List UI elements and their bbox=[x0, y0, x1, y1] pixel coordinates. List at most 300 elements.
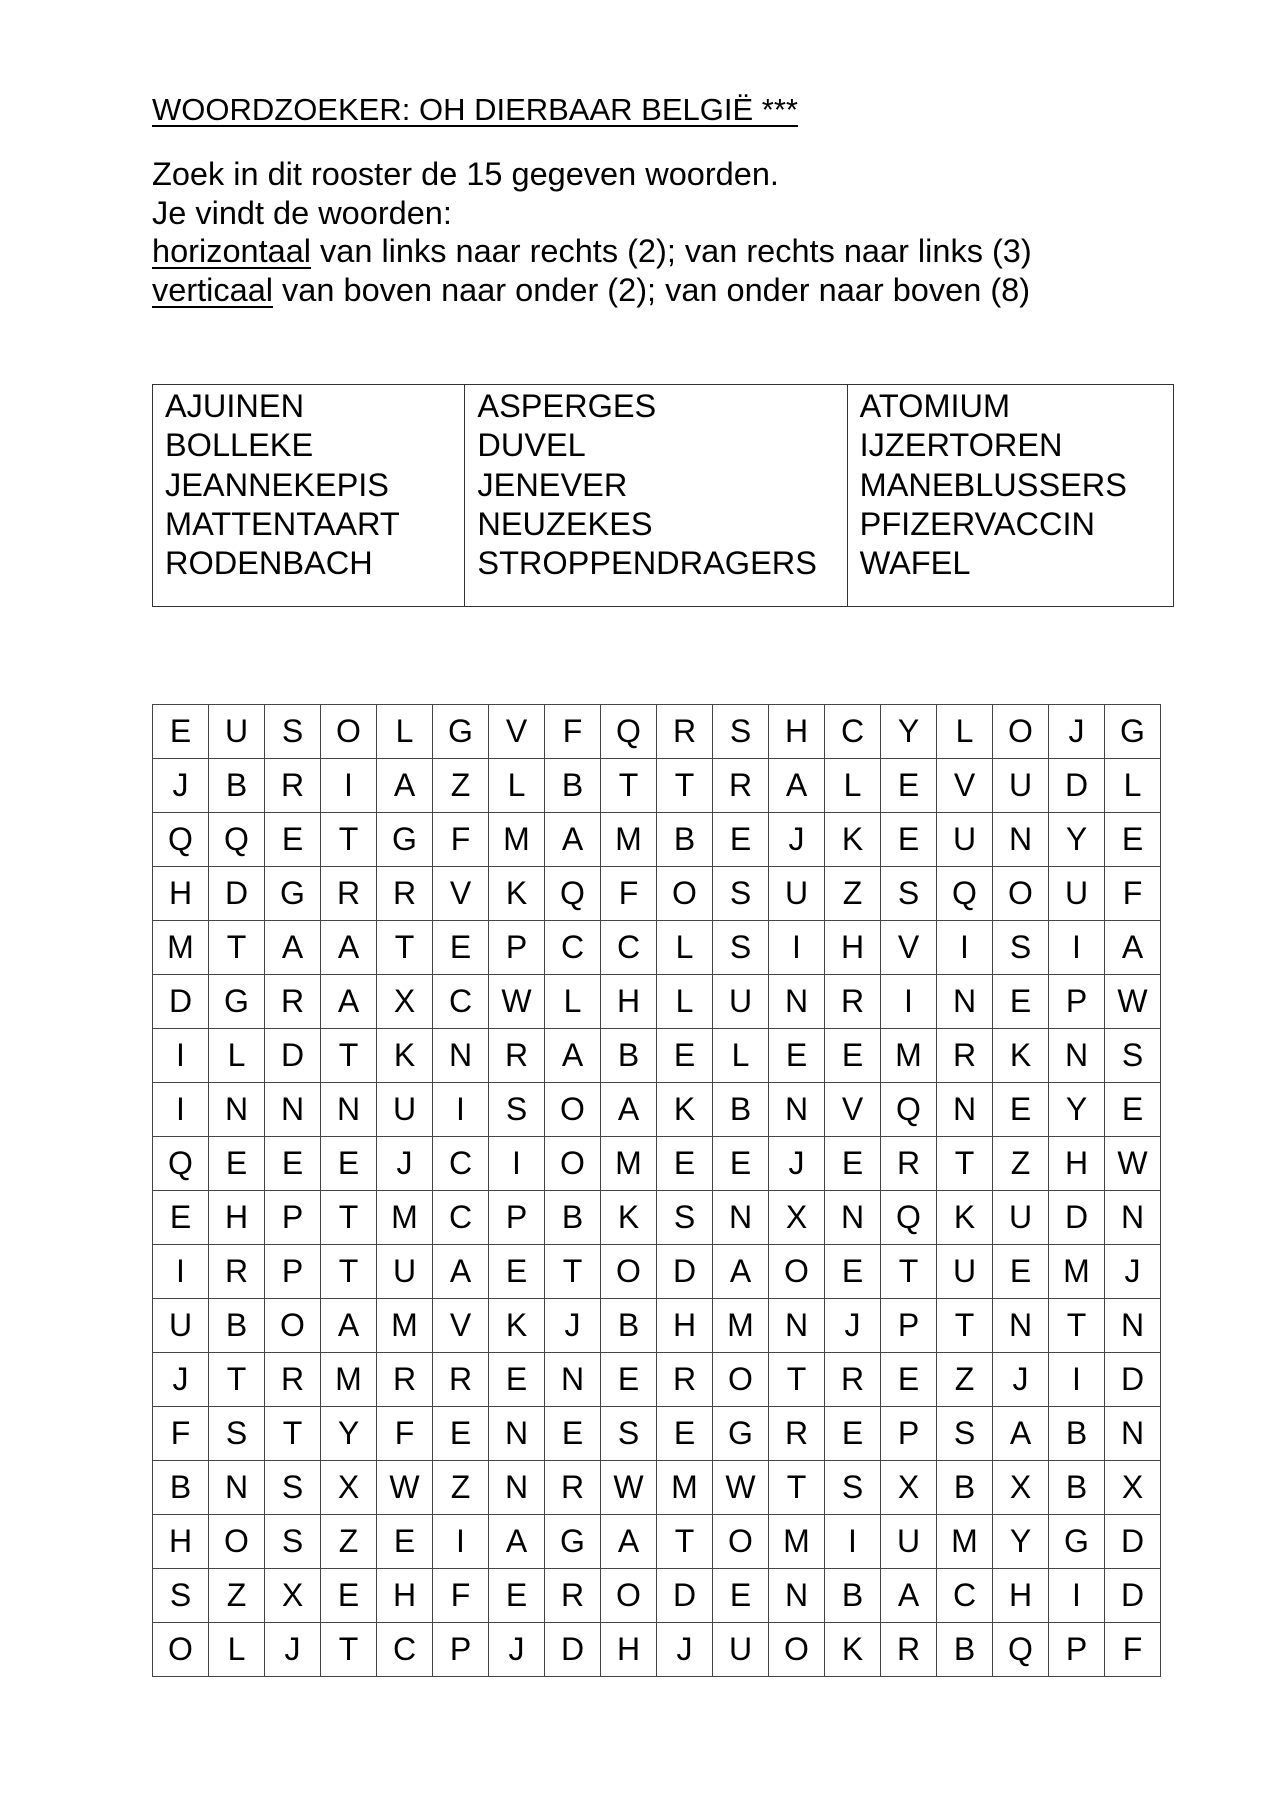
grid-cell[interactable]: B bbox=[545, 759, 601, 813]
grid-cell[interactable]: N bbox=[1105, 1299, 1161, 1353]
grid-cell[interactable]: J bbox=[489, 1623, 545, 1677]
grid-cell[interactable]: S bbox=[713, 705, 769, 759]
grid-cell[interactable]: F bbox=[545, 705, 601, 759]
grid-cell[interactable]: S bbox=[657, 1191, 713, 1245]
grid-cell[interactable]: J bbox=[657, 1623, 713, 1677]
grid-cell[interactable]: D bbox=[1105, 1569, 1161, 1623]
grid-cell[interactable]: Z bbox=[937, 1353, 993, 1407]
grid-cell[interactable]: J bbox=[769, 813, 825, 867]
grid-cell[interactable]: N bbox=[489, 1407, 545, 1461]
grid-cell[interactable]: S bbox=[713, 867, 769, 921]
grid-cell[interactable]: H bbox=[377, 1569, 433, 1623]
grid-cell[interactable]: K bbox=[937, 1191, 993, 1245]
grid-cell[interactable]: R bbox=[209, 1245, 265, 1299]
grid-cell[interactable]: T bbox=[545, 1245, 601, 1299]
grid-cell[interactable]: J bbox=[993, 1353, 1049, 1407]
grid-cell[interactable]: J bbox=[1049, 705, 1105, 759]
grid-cell[interactable]: O bbox=[209, 1515, 265, 1569]
grid-cell[interactable]: L bbox=[657, 975, 713, 1029]
grid-cell[interactable]: I bbox=[825, 1515, 881, 1569]
grid-cell[interactable]: W bbox=[489, 975, 545, 1029]
grid-cell[interactable]: R bbox=[545, 1461, 601, 1515]
grid-cell[interactable]: M bbox=[601, 813, 657, 867]
grid-cell[interactable]: V bbox=[433, 1299, 489, 1353]
grid-cell[interactable]: L bbox=[713, 1029, 769, 1083]
grid-cell[interactable]: G bbox=[1049, 1515, 1105, 1569]
grid-cell[interactable]: O bbox=[769, 1245, 825, 1299]
grid-cell[interactable]: C bbox=[433, 975, 489, 1029]
grid-cell[interactable]: E bbox=[825, 1029, 881, 1083]
grid-cell[interactable]: G bbox=[545, 1515, 601, 1569]
grid-cell[interactable]: S bbox=[265, 705, 321, 759]
grid-cell[interactable]: T bbox=[209, 921, 265, 975]
grid-cell[interactable]: O bbox=[601, 1245, 657, 1299]
grid-cell[interactable]: T bbox=[321, 813, 377, 867]
grid-cell[interactable]: R bbox=[769, 1407, 825, 1461]
grid-cell[interactable]: V bbox=[433, 867, 489, 921]
grid-cell[interactable]: M bbox=[769, 1515, 825, 1569]
grid-cell[interactable]: E bbox=[769, 1029, 825, 1083]
grid-cell[interactable]: E bbox=[993, 1083, 1049, 1137]
grid-cell[interactable]: O bbox=[601, 1569, 657, 1623]
grid-cell[interactable]: B bbox=[657, 813, 713, 867]
grid-cell[interactable]: E bbox=[265, 1137, 321, 1191]
grid-cell[interactable]: R bbox=[321, 867, 377, 921]
grid-cell[interactable]: L bbox=[545, 975, 601, 1029]
grid-cell[interactable]: I bbox=[433, 1515, 489, 1569]
grid-cell[interactable]: E bbox=[321, 1137, 377, 1191]
grid-cell[interactable]: M bbox=[657, 1461, 713, 1515]
grid-cell[interactable]: P bbox=[489, 921, 545, 975]
grid-cell[interactable]: U bbox=[769, 867, 825, 921]
grid-cell[interactable]: E bbox=[545, 1407, 601, 1461]
grid-cell[interactable]: D bbox=[1049, 759, 1105, 813]
grid-cell[interactable]: S bbox=[937, 1407, 993, 1461]
grid-cell[interactable]: B bbox=[209, 1299, 265, 1353]
grid-cell[interactable]: B bbox=[601, 1299, 657, 1353]
grid-cell[interactable]: R bbox=[377, 1353, 433, 1407]
grid-cell[interactable]: E bbox=[321, 1569, 377, 1623]
grid-cell[interactable]: S bbox=[993, 921, 1049, 975]
grid-cell[interactable]: M bbox=[601, 1137, 657, 1191]
grid-cell[interactable]: K bbox=[601, 1191, 657, 1245]
grid-cell[interactable]: B bbox=[545, 1191, 601, 1245]
grid-cell[interactable]: J bbox=[1105, 1245, 1161, 1299]
grid-cell[interactable]: P bbox=[1049, 1623, 1105, 1677]
grid-cell[interactable]: T bbox=[1049, 1299, 1105, 1353]
grid-cell[interactable]: R bbox=[433, 1353, 489, 1407]
grid-cell[interactable]: C bbox=[825, 705, 881, 759]
grid-cell[interactable]: X bbox=[993, 1461, 1049, 1515]
grid-cell[interactable]: I bbox=[153, 1245, 209, 1299]
grid-cell[interactable]: N bbox=[769, 975, 825, 1029]
grid-cell[interactable]: G bbox=[713, 1407, 769, 1461]
grid-cell[interactable]: O bbox=[265, 1299, 321, 1353]
grid-cell[interactable]: U bbox=[993, 759, 1049, 813]
grid-cell[interactable]: P bbox=[433, 1623, 489, 1677]
grid-cell[interactable]: Q bbox=[153, 1137, 209, 1191]
grid-cell[interactable]: C bbox=[377, 1623, 433, 1677]
grid-cell[interactable]: R bbox=[657, 705, 713, 759]
grid-cell[interactable]: R bbox=[657, 1353, 713, 1407]
grid-cell[interactable]: K bbox=[489, 1299, 545, 1353]
grid-cell[interactable]: B bbox=[937, 1461, 993, 1515]
grid-cell[interactable]: X bbox=[881, 1461, 937, 1515]
grid-cell[interactable]: Q bbox=[601, 705, 657, 759]
grid-cell[interactable]: R bbox=[377, 867, 433, 921]
grid-cell[interactable]: N bbox=[433, 1029, 489, 1083]
grid-cell[interactable]: A bbox=[713, 1245, 769, 1299]
grid-cell[interactable]: R bbox=[545, 1569, 601, 1623]
grid-cell[interactable]: H bbox=[153, 1515, 209, 1569]
grid-cell[interactable]: D bbox=[657, 1569, 713, 1623]
grid-cell[interactable]: I bbox=[321, 759, 377, 813]
grid-cell[interactable]: J bbox=[153, 759, 209, 813]
grid-cell[interactable]: J bbox=[265, 1623, 321, 1677]
grid-cell[interactable]: L bbox=[825, 759, 881, 813]
grid-cell[interactable]: V bbox=[937, 759, 993, 813]
grid-cell[interactable]: Q bbox=[881, 1191, 937, 1245]
grid-cell[interactable]: P bbox=[265, 1245, 321, 1299]
grid-cell[interactable]: T bbox=[321, 1245, 377, 1299]
grid-cell[interactable]: F bbox=[1105, 867, 1161, 921]
grid-cell[interactable]: A bbox=[377, 759, 433, 813]
grid-cell[interactable]: W bbox=[377, 1461, 433, 1515]
grid-cell[interactable]: N bbox=[545, 1353, 601, 1407]
grid-cell[interactable]: A bbox=[881, 1569, 937, 1623]
grid-cell[interactable]: R bbox=[825, 975, 881, 1029]
grid-cell[interactable]: H bbox=[1049, 1137, 1105, 1191]
grid-cell[interactable]: M bbox=[1049, 1245, 1105, 1299]
grid-cell[interactable]: D bbox=[1105, 1353, 1161, 1407]
grid-cell[interactable]: E bbox=[657, 1137, 713, 1191]
grid-cell[interactable]: U bbox=[881, 1515, 937, 1569]
grid-cell[interactable]: E bbox=[265, 813, 321, 867]
grid-cell[interactable]: W bbox=[713, 1461, 769, 1515]
grid-cell[interactable]: T bbox=[265, 1407, 321, 1461]
grid-cell[interactable]: R bbox=[713, 759, 769, 813]
grid-cell[interactable]: A bbox=[433, 1245, 489, 1299]
grid-cell[interactable]: E bbox=[377, 1515, 433, 1569]
grid-cell[interactable]: F bbox=[1105, 1623, 1161, 1677]
grid-cell[interactable]: N bbox=[825, 1191, 881, 1245]
grid-cell[interactable]: S bbox=[713, 921, 769, 975]
grid-cell[interactable]: E bbox=[433, 921, 489, 975]
grid-cell[interactable]: F bbox=[377, 1407, 433, 1461]
grid-cell[interactable]: Z bbox=[993, 1137, 1049, 1191]
grid-cell[interactable]: G bbox=[1105, 705, 1161, 759]
grid-cell[interactable]: E bbox=[433, 1407, 489, 1461]
grid-cell[interactable]: L bbox=[377, 705, 433, 759]
grid-cell[interactable]: H bbox=[209, 1191, 265, 1245]
grid-cell[interactable]: Z bbox=[321, 1515, 377, 1569]
grid-cell[interactable]: M bbox=[937, 1515, 993, 1569]
grid-cell[interactable]: S bbox=[489, 1083, 545, 1137]
grid-cell[interactable]: Q bbox=[993, 1623, 1049, 1677]
grid-cell[interactable]: U bbox=[377, 1245, 433, 1299]
grid-cell[interactable]: H bbox=[657, 1299, 713, 1353]
grid-cell[interactable]: I bbox=[1049, 921, 1105, 975]
grid-cell[interactable]: O bbox=[993, 705, 1049, 759]
grid-cell[interactable]: S bbox=[265, 1461, 321, 1515]
grid-cell[interactable]: H bbox=[993, 1569, 1049, 1623]
grid-cell[interactable]: B bbox=[937, 1623, 993, 1677]
grid-cell[interactable]: N bbox=[713, 1191, 769, 1245]
grid-cell[interactable]: R bbox=[825, 1353, 881, 1407]
grid-cell[interactable]: Z bbox=[433, 759, 489, 813]
grid-cell[interactable]: P bbox=[489, 1191, 545, 1245]
grid-cell[interactable]: M bbox=[489, 813, 545, 867]
grid-cell[interactable]: X bbox=[321, 1461, 377, 1515]
grid-cell[interactable]: A bbox=[1105, 921, 1161, 975]
grid-cell[interactable]: M bbox=[713, 1299, 769, 1353]
grid-cell[interactable]: S bbox=[1105, 1029, 1161, 1083]
grid-cell[interactable]: E bbox=[1105, 1083, 1161, 1137]
grid-cell[interactable]: Q bbox=[545, 867, 601, 921]
grid-cell[interactable]: J bbox=[153, 1353, 209, 1407]
grid-cell[interactable]: U bbox=[209, 705, 265, 759]
grid-cell[interactable]: U bbox=[153, 1299, 209, 1353]
grid-cell[interactable]: O bbox=[993, 867, 1049, 921]
grid-cell[interactable]: H bbox=[769, 705, 825, 759]
grid-cell[interactable]: J bbox=[825, 1299, 881, 1353]
grid-cell[interactable]: L bbox=[489, 759, 545, 813]
grid-cell[interactable]: C bbox=[601, 921, 657, 975]
grid-cell[interactable]: V bbox=[881, 921, 937, 975]
grid-cell[interactable]: S bbox=[881, 867, 937, 921]
grid-cell[interactable]: O bbox=[153, 1623, 209, 1677]
grid-cell[interactable]: V bbox=[489, 705, 545, 759]
grid-cell[interactable]: E bbox=[209, 1137, 265, 1191]
grid-cell[interactable]: H bbox=[825, 921, 881, 975]
grid-cell[interactable]: O bbox=[321, 705, 377, 759]
grid-cell[interactable]: T bbox=[601, 759, 657, 813]
grid-cell[interactable]: F bbox=[433, 813, 489, 867]
grid-cell[interactable]: M bbox=[321, 1353, 377, 1407]
grid-cell[interactable]: R bbox=[881, 1137, 937, 1191]
grid-cell[interactable]: I bbox=[153, 1029, 209, 1083]
grid-cell[interactable]: T bbox=[321, 1623, 377, 1677]
grid-cell[interactable]: X bbox=[377, 975, 433, 1029]
grid-cell[interactable]: G bbox=[433, 705, 489, 759]
grid-cell[interactable]: E bbox=[489, 1569, 545, 1623]
grid-cell[interactable]: T bbox=[657, 759, 713, 813]
grid-cell[interactable]: U bbox=[713, 1623, 769, 1677]
grid-cell[interactable]: K bbox=[825, 1623, 881, 1677]
grid-cell[interactable]: D bbox=[1049, 1191, 1105, 1245]
grid-cell[interactable]: A bbox=[545, 1029, 601, 1083]
grid-cell[interactable]: N bbox=[1049, 1029, 1105, 1083]
grid-cell[interactable]: T bbox=[937, 1299, 993, 1353]
grid-cell[interactable]: B bbox=[209, 759, 265, 813]
grid-cell[interactable]: L bbox=[209, 1623, 265, 1677]
grid-cell[interactable]: X bbox=[769, 1191, 825, 1245]
grid-cell[interactable]: I bbox=[881, 975, 937, 1029]
grid-cell[interactable]: B bbox=[1049, 1407, 1105, 1461]
grid-cell[interactable]: N bbox=[937, 1083, 993, 1137]
grid-cell[interactable]: E bbox=[993, 975, 1049, 1029]
grid-cell[interactable]: J bbox=[769, 1137, 825, 1191]
grid-cell[interactable]: Q bbox=[937, 867, 993, 921]
grid-cell[interactable]: D bbox=[265, 1029, 321, 1083]
grid-cell[interactable]: B bbox=[1049, 1461, 1105, 1515]
grid-cell[interactable]: E bbox=[153, 1191, 209, 1245]
grid-cell[interactable]: R bbox=[265, 975, 321, 1029]
grid-cell[interactable]: A bbox=[265, 921, 321, 975]
grid-cell[interactable]: Z bbox=[825, 867, 881, 921]
grid-cell[interactable]: W bbox=[601, 1461, 657, 1515]
grid-cell[interactable]: J bbox=[545, 1299, 601, 1353]
grid-cell[interactable]: U bbox=[1049, 867, 1105, 921]
grid-cell[interactable]: B bbox=[825, 1569, 881, 1623]
grid-cell[interactable]: I bbox=[153, 1083, 209, 1137]
grid-cell[interactable]: N bbox=[321, 1083, 377, 1137]
grid-cell[interactable]: L bbox=[1105, 759, 1161, 813]
grid-cell[interactable]: I bbox=[1049, 1353, 1105, 1407]
grid-cell[interactable]: H bbox=[153, 867, 209, 921]
grid-cell[interactable]: K bbox=[657, 1083, 713, 1137]
grid-cell[interactable]: N bbox=[265, 1083, 321, 1137]
grid-cell[interactable]: Y bbox=[993, 1515, 1049, 1569]
grid-cell[interactable]: O bbox=[657, 867, 713, 921]
grid-cell[interactable]: Z bbox=[433, 1461, 489, 1515]
grid-cell[interactable]: P bbox=[881, 1299, 937, 1353]
grid-cell[interactable]: E bbox=[825, 1245, 881, 1299]
grid-cell[interactable]: G bbox=[265, 867, 321, 921]
grid-cell[interactable]: M bbox=[153, 921, 209, 975]
grid-cell[interactable]: F bbox=[433, 1569, 489, 1623]
grid-cell[interactable]: I bbox=[769, 921, 825, 975]
grid-cell[interactable]: D bbox=[1105, 1515, 1161, 1569]
grid-cell[interactable]: Y bbox=[321, 1407, 377, 1461]
grid-cell[interactable]: N bbox=[993, 813, 1049, 867]
grid-cell[interactable]: H bbox=[601, 1623, 657, 1677]
grid-cell[interactable]: E bbox=[489, 1353, 545, 1407]
grid-cell[interactable]: E bbox=[153, 705, 209, 759]
grid-cell[interactable]: S bbox=[153, 1569, 209, 1623]
grid-cell[interactable]: O bbox=[713, 1353, 769, 1407]
grid-cell[interactable]: E bbox=[993, 1245, 1049, 1299]
grid-cell[interactable]: A bbox=[545, 813, 601, 867]
grid-cell[interactable]: H bbox=[601, 975, 657, 1029]
grid-cell[interactable]: U bbox=[377, 1083, 433, 1137]
grid-cell[interactable]: F bbox=[601, 867, 657, 921]
grid-cell[interactable]: L bbox=[657, 921, 713, 975]
grid-cell[interactable]: A bbox=[601, 1515, 657, 1569]
grid-cell[interactable]: E bbox=[713, 1569, 769, 1623]
grid-cell[interactable]: R bbox=[881, 1623, 937, 1677]
grid-cell[interactable]: Y bbox=[1049, 1083, 1105, 1137]
grid-cell[interactable]: E bbox=[881, 759, 937, 813]
grid-cell[interactable]: N bbox=[209, 1461, 265, 1515]
grid-cell[interactable]: P bbox=[1049, 975, 1105, 1029]
grid-cell[interactable]: E bbox=[825, 1137, 881, 1191]
grid-cell[interactable]: T bbox=[321, 1191, 377, 1245]
grid-cell[interactable]: T bbox=[209, 1353, 265, 1407]
grid-cell[interactable]: V bbox=[825, 1083, 881, 1137]
grid-cell[interactable]: A bbox=[769, 759, 825, 813]
grid-cell[interactable]: L bbox=[937, 705, 993, 759]
grid-cell[interactable]: S bbox=[601, 1407, 657, 1461]
grid-cell[interactable]: O bbox=[545, 1137, 601, 1191]
grid-cell[interactable]: D bbox=[209, 867, 265, 921]
grid-cell[interactable]: B bbox=[153, 1461, 209, 1515]
grid-cell[interactable]: T bbox=[881, 1245, 937, 1299]
grid-cell[interactable]: T bbox=[321, 1029, 377, 1083]
grid-cell[interactable]: P bbox=[881, 1407, 937, 1461]
grid-cell[interactable]: E bbox=[657, 1407, 713, 1461]
grid-cell[interactable]: N bbox=[1105, 1407, 1161, 1461]
grid-cell[interactable]: O bbox=[713, 1515, 769, 1569]
grid-cell[interactable]: K bbox=[993, 1029, 1049, 1083]
grid-cell[interactable]: N bbox=[489, 1461, 545, 1515]
grid-cell[interactable]: R bbox=[265, 1353, 321, 1407]
grid-cell[interactable]: U bbox=[713, 975, 769, 1029]
grid-cell[interactable]: E bbox=[713, 813, 769, 867]
grid-cell[interactable]: D bbox=[657, 1245, 713, 1299]
grid-cell[interactable]: O bbox=[545, 1083, 601, 1137]
grid-cell[interactable]: Y bbox=[1049, 813, 1105, 867]
grid-cell[interactable]: R bbox=[937, 1029, 993, 1083]
grid-cell[interactable]: W bbox=[1105, 975, 1161, 1029]
grid-cell[interactable]: K bbox=[825, 813, 881, 867]
grid-cell[interactable]: A bbox=[321, 975, 377, 1029]
grid-cell[interactable]: I bbox=[489, 1137, 545, 1191]
grid-cell[interactable]: Q bbox=[881, 1083, 937, 1137]
grid-cell[interactable]: A bbox=[601, 1083, 657, 1137]
grid-cell[interactable]: Z bbox=[209, 1569, 265, 1623]
grid-cell[interactable]: T bbox=[769, 1353, 825, 1407]
grid-cell[interactable]: D bbox=[545, 1623, 601, 1677]
grid-cell[interactable]: P bbox=[265, 1191, 321, 1245]
grid-cell[interactable]: U bbox=[993, 1191, 1049, 1245]
grid-cell[interactable]: C bbox=[545, 921, 601, 975]
grid-cell[interactable]: G bbox=[377, 813, 433, 867]
grid-cell[interactable]: N bbox=[993, 1299, 1049, 1353]
grid-cell[interactable]: E bbox=[881, 813, 937, 867]
grid-cell[interactable]: D bbox=[153, 975, 209, 1029]
grid-cell[interactable]: X bbox=[265, 1569, 321, 1623]
grid-cell[interactable]: E bbox=[713, 1137, 769, 1191]
grid-cell[interactable]: Q bbox=[153, 813, 209, 867]
grid-cell[interactable]: W bbox=[1105, 1137, 1161, 1191]
grid-cell[interactable]: I bbox=[937, 921, 993, 975]
grid-cell[interactable]: E bbox=[825, 1407, 881, 1461]
grid-cell[interactable]: M bbox=[881, 1029, 937, 1083]
grid-cell[interactable]: N bbox=[937, 975, 993, 1029]
grid-cell[interactable]: M bbox=[377, 1299, 433, 1353]
grid-cell[interactable]: T bbox=[657, 1515, 713, 1569]
grid-cell[interactable]: K bbox=[489, 867, 545, 921]
grid-cell[interactable]: C bbox=[937, 1569, 993, 1623]
grid-cell[interactable]: N bbox=[769, 1299, 825, 1353]
grid-cell[interactable]: O bbox=[769, 1623, 825, 1677]
grid-cell[interactable]: E bbox=[1105, 813, 1161, 867]
grid-cell[interactable]: T bbox=[769, 1461, 825, 1515]
grid-cell[interactable]: U bbox=[937, 813, 993, 867]
grid-cell[interactable]: S bbox=[265, 1515, 321, 1569]
grid-cell[interactable]: E bbox=[657, 1029, 713, 1083]
grid-cell[interactable]: T bbox=[937, 1137, 993, 1191]
grid-cell[interactable]: N bbox=[769, 1569, 825, 1623]
grid-cell[interactable]: E bbox=[601, 1353, 657, 1407]
grid-cell[interactable]: K bbox=[377, 1029, 433, 1083]
grid-cell[interactable]: I bbox=[1049, 1569, 1105, 1623]
grid-cell[interactable]: N bbox=[209, 1083, 265, 1137]
grid-cell[interactable]: S bbox=[825, 1461, 881, 1515]
grid-cell[interactable]: C bbox=[433, 1137, 489, 1191]
grid-cell[interactable]: A bbox=[993, 1407, 1049, 1461]
